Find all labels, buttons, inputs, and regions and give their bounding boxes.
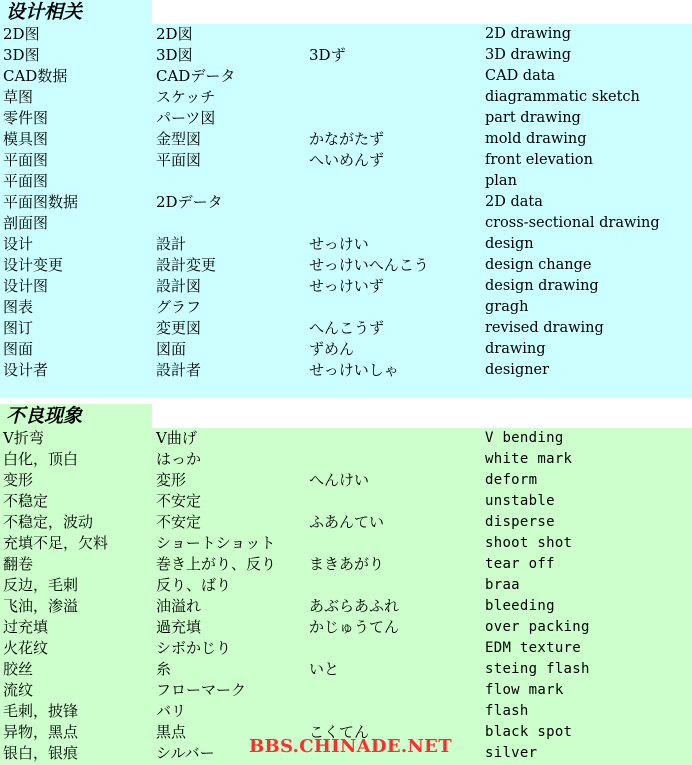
table-row bbox=[0, 491, 692, 512]
chinese-term: 流纹 bbox=[3, 681, 34, 699]
english-term: diagrammatic sketch bbox=[485, 89, 640, 105]
chinese-term: 过充填 bbox=[3, 618, 49, 636]
table-row bbox=[0, 129, 692, 150]
table-row bbox=[0, 234, 692, 255]
english-term: over packing bbox=[485, 619, 590, 635]
table-row bbox=[0, 255, 692, 276]
kana-reading: あぶらあふれ bbox=[309, 597, 400, 615]
watermark-text: BBS.CHINADE.NET bbox=[249, 736, 452, 757]
kana-reading: へんこうず bbox=[309, 319, 385, 337]
chinese-term: 翻卷 bbox=[3, 555, 34, 573]
japanese-term: 黒点 bbox=[156, 723, 187, 741]
table-row bbox=[0, 554, 692, 575]
kana-reading: まきあがり bbox=[309, 555, 385, 573]
english-term: front elevation bbox=[485, 152, 593, 168]
english-term: revised drawing bbox=[485, 320, 604, 336]
chinese-term: 白化，顶白 bbox=[3, 450, 79, 468]
kana-reading: へんけい bbox=[309, 471, 370, 489]
table-row bbox=[0, 318, 692, 339]
design-term-list bbox=[0, 24, 692, 381]
japanese-term: 設計図 bbox=[156, 277, 202, 295]
kana-reading: いと bbox=[309, 660, 340, 678]
japanese-term: 設計 bbox=[156, 235, 187, 253]
chinese-term: 不稳定，波动 bbox=[3, 513, 94, 531]
chinese-term: 设计变更 bbox=[3, 256, 64, 274]
english-term: disperse bbox=[485, 514, 555, 530]
table-row bbox=[0, 108, 692, 129]
table-row bbox=[0, 339, 692, 360]
english-term: 2D data bbox=[485, 194, 543, 210]
chinese-term: 设计图 bbox=[3, 277, 49, 295]
chinese-term: 模具图 bbox=[3, 130, 49, 148]
japanese-term: 不安定 bbox=[156, 492, 202, 510]
english-term: designer bbox=[485, 362, 550, 378]
table-row bbox=[0, 596, 692, 617]
chinese-term: CAD数据 bbox=[3, 67, 68, 85]
table-row bbox=[0, 449, 692, 470]
table-row bbox=[0, 659, 692, 680]
chinese-term: 图订 bbox=[3, 319, 34, 337]
chinese-term: 设计者 bbox=[3, 361, 49, 379]
table-row bbox=[0, 638, 692, 659]
english-term: black spot bbox=[485, 724, 573, 740]
defects-section-title: 不良现象 bbox=[0, 404, 152, 428]
japanese-term: グラフ bbox=[156, 298, 202, 316]
chinese-term: 异物，黑点 bbox=[3, 723, 79, 741]
japanese-term: シボかじり bbox=[156, 639, 232, 657]
chinese-term: 变形 bbox=[3, 471, 34, 489]
chinese-term: 草图 bbox=[3, 88, 34, 106]
design-section-title: 设计相关 bbox=[0, 0, 152, 24]
chinese-term: 毛刺，披锋 bbox=[3, 702, 79, 720]
japanese-term: V曲げ bbox=[156, 429, 197, 447]
english-term: 2D drawing bbox=[485, 26, 571, 42]
english-term: braa bbox=[485, 577, 520, 593]
defects-term-list bbox=[0, 428, 692, 764]
kana-reading: へいめんず bbox=[309, 151, 385, 169]
japanese-term: 設計者 bbox=[156, 361, 202, 379]
defects-section bbox=[0, 404, 692, 765]
english-term: gragh bbox=[485, 299, 529, 315]
japanese-term: 設計変更 bbox=[156, 256, 217, 274]
chinese-term: 平面图 bbox=[3, 172, 49, 190]
table-row bbox=[0, 297, 692, 318]
english-term: silver bbox=[485, 745, 538, 761]
english-term: design bbox=[485, 236, 534, 252]
table-row bbox=[0, 192, 692, 213]
english-term: flash bbox=[485, 703, 529, 719]
english-term: design change bbox=[485, 257, 592, 273]
table-row bbox=[0, 617, 692, 638]
table-row bbox=[0, 213, 692, 234]
kana-reading: ふあんてい bbox=[309, 513, 385, 531]
chinese-term: 设计 bbox=[3, 235, 34, 253]
chinese-term: 零件图 bbox=[3, 109, 49, 127]
japanese-term: 不安定 bbox=[156, 513, 202, 531]
english-term: shoot shot bbox=[485, 535, 573, 551]
english-term: white mark bbox=[485, 451, 573, 467]
table-row bbox=[0, 533, 692, 554]
table-row bbox=[0, 45, 692, 66]
chinese-term: 胶丝 bbox=[3, 660, 34, 678]
kana-reading: 3Dず bbox=[309, 46, 346, 64]
japanese-term: 2Dデータ bbox=[156, 193, 223, 211]
chinese-term: 银白，银痕 bbox=[3, 744, 79, 762]
table-row bbox=[0, 512, 692, 533]
japanese-term: CADデータ bbox=[156, 67, 236, 85]
japanese-term: 変更図 bbox=[156, 319, 202, 337]
chinese-term: 充填不足，欠料 bbox=[3, 534, 109, 552]
table-row bbox=[0, 171, 692, 192]
english-term: bleeding bbox=[485, 598, 555, 614]
japanese-term: フローマーク bbox=[156, 681, 247, 699]
chinese-term: 平面图数据 bbox=[3, 193, 79, 211]
english-term: drawing bbox=[485, 341, 546, 357]
japanese-term: 巻き上がり、反り bbox=[156, 555, 277, 573]
kana-reading: せっけいず bbox=[309, 277, 384, 295]
chinese-term: 图表 bbox=[3, 298, 34, 316]
chinese-term: 平面图 bbox=[3, 151, 49, 169]
table-row bbox=[0, 575, 692, 596]
design-header-row bbox=[0, 0, 692, 24]
chinese-term: 不稳定 bbox=[3, 492, 49, 510]
japanese-term: ショートショット bbox=[156, 534, 276, 552]
english-term: cross-sectional drawing bbox=[485, 215, 660, 231]
english-term: design drawing bbox=[485, 278, 599, 294]
japanese-term: 反り、ばり bbox=[156, 576, 232, 594]
table-row bbox=[0, 87, 692, 108]
english-term: V bending bbox=[485, 430, 564, 446]
english-term: unstable bbox=[485, 493, 555, 509]
chinese-term: 2D图 bbox=[3, 25, 40, 43]
english-term: CAD data bbox=[485, 68, 556, 84]
kana-reading: かじゅうてん bbox=[309, 618, 400, 636]
kana-reading: かながたず bbox=[309, 130, 385, 148]
chinese-term: 剖面图 bbox=[3, 214, 49, 232]
japanese-term: 平面図 bbox=[156, 151, 202, 169]
kana-reading: せっけいしゃ bbox=[309, 361, 399, 379]
japanese-term: はっか bbox=[156, 450, 202, 468]
chinese-term: 火花纹 bbox=[3, 639, 49, 657]
japanese-term: 糸 bbox=[156, 660, 172, 678]
japanese-term: 変形 bbox=[156, 471, 187, 489]
kana-reading: せっけいへんこう bbox=[309, 256, 429, 274]
table-row bbox=[0, 66, 692, 87]
english-term: plan bbox=[485, 173, 517, 189]
japanese-term: 金型図 bbox=[156, 130, 202, 148]
table-row bbox=[0, 150, 692, 171]
english-term: EDM texture bbox=[485, 640, 582, 656]
chinese-term: 飞油，渗溢 bbox=[3, 597, 79, 615]
table-row bbox=[0, 276, 692, 297]
chinese-term: 图面 bbox=[3, 340, 34, 358]
table-row bbox=[0, 360, 692, 381]
kana-reading: ずめん bbox=[309, 340, 355, 358]
table-row bbox=[0, 24, 692, 45]
english-term: flow mark bbox=[485, 682, 564, 698]
header-blank-cell bbox=[152, 404, 692, 428]
english-term: deform bbox=[485, 472, 538, 488]
japanese-term: スケッチ bbox=[156, 88, 216, 106]
japanese-term: 3D図 bbox=[156, 46, 193, 64]
japanese-term: 過充填 bbox=[156, 618, 202, 636]
table-row bbox=[0, 680, 692, 701]
japanese-term: 油溢れ bbox=[156, 597, 202, 615]
english-term: tear off bbox=[485, 556, 555, 572]
japanese-term: 図面 bbox=[156, 340, 187, 358]
table-row bbox=[0, 428, 692, 449]
kana-reading: こくてん bbox=[309, 723, 370, 741]
header-blank-cell bbox=[152, 0, 692, 24]
kana-reading: せっけい bbox=[309, 235, 369, 253]
english-term: part drawing bbox=[485, 110, 581, 126]
table-row bbox=[0, 701, 692, 722]
english-term: mold drawing bbox=[485, 131, 587, 147]
chinese-term: 3D图 bbox=[3, 46, 40, 64]
english-term: 3D drawing bbox=[485, 47, 571, 63]
defects-header-row bbox=[0, 404, 692, 428]
english-term: steing flash bbox=[485, 661, 590, 677]
japanese-term: 2D図 bbox=[156, 25, 193, 43]
chinese-term: V折弯 bbox=[3, 429, 44, 447]
chinese-term: 反边，毛刺 bbox=[3, 576, 79, 594]
table-row bbox=[0, 470, 692, 491]
japanese-term: パーツ図 bbox=[156, 109, 216, 127]
japanese-term: シルバー bbox=[156, 744, 215, 762]
japanese-term: バリ bbox=[156, 702, 187, 720]
